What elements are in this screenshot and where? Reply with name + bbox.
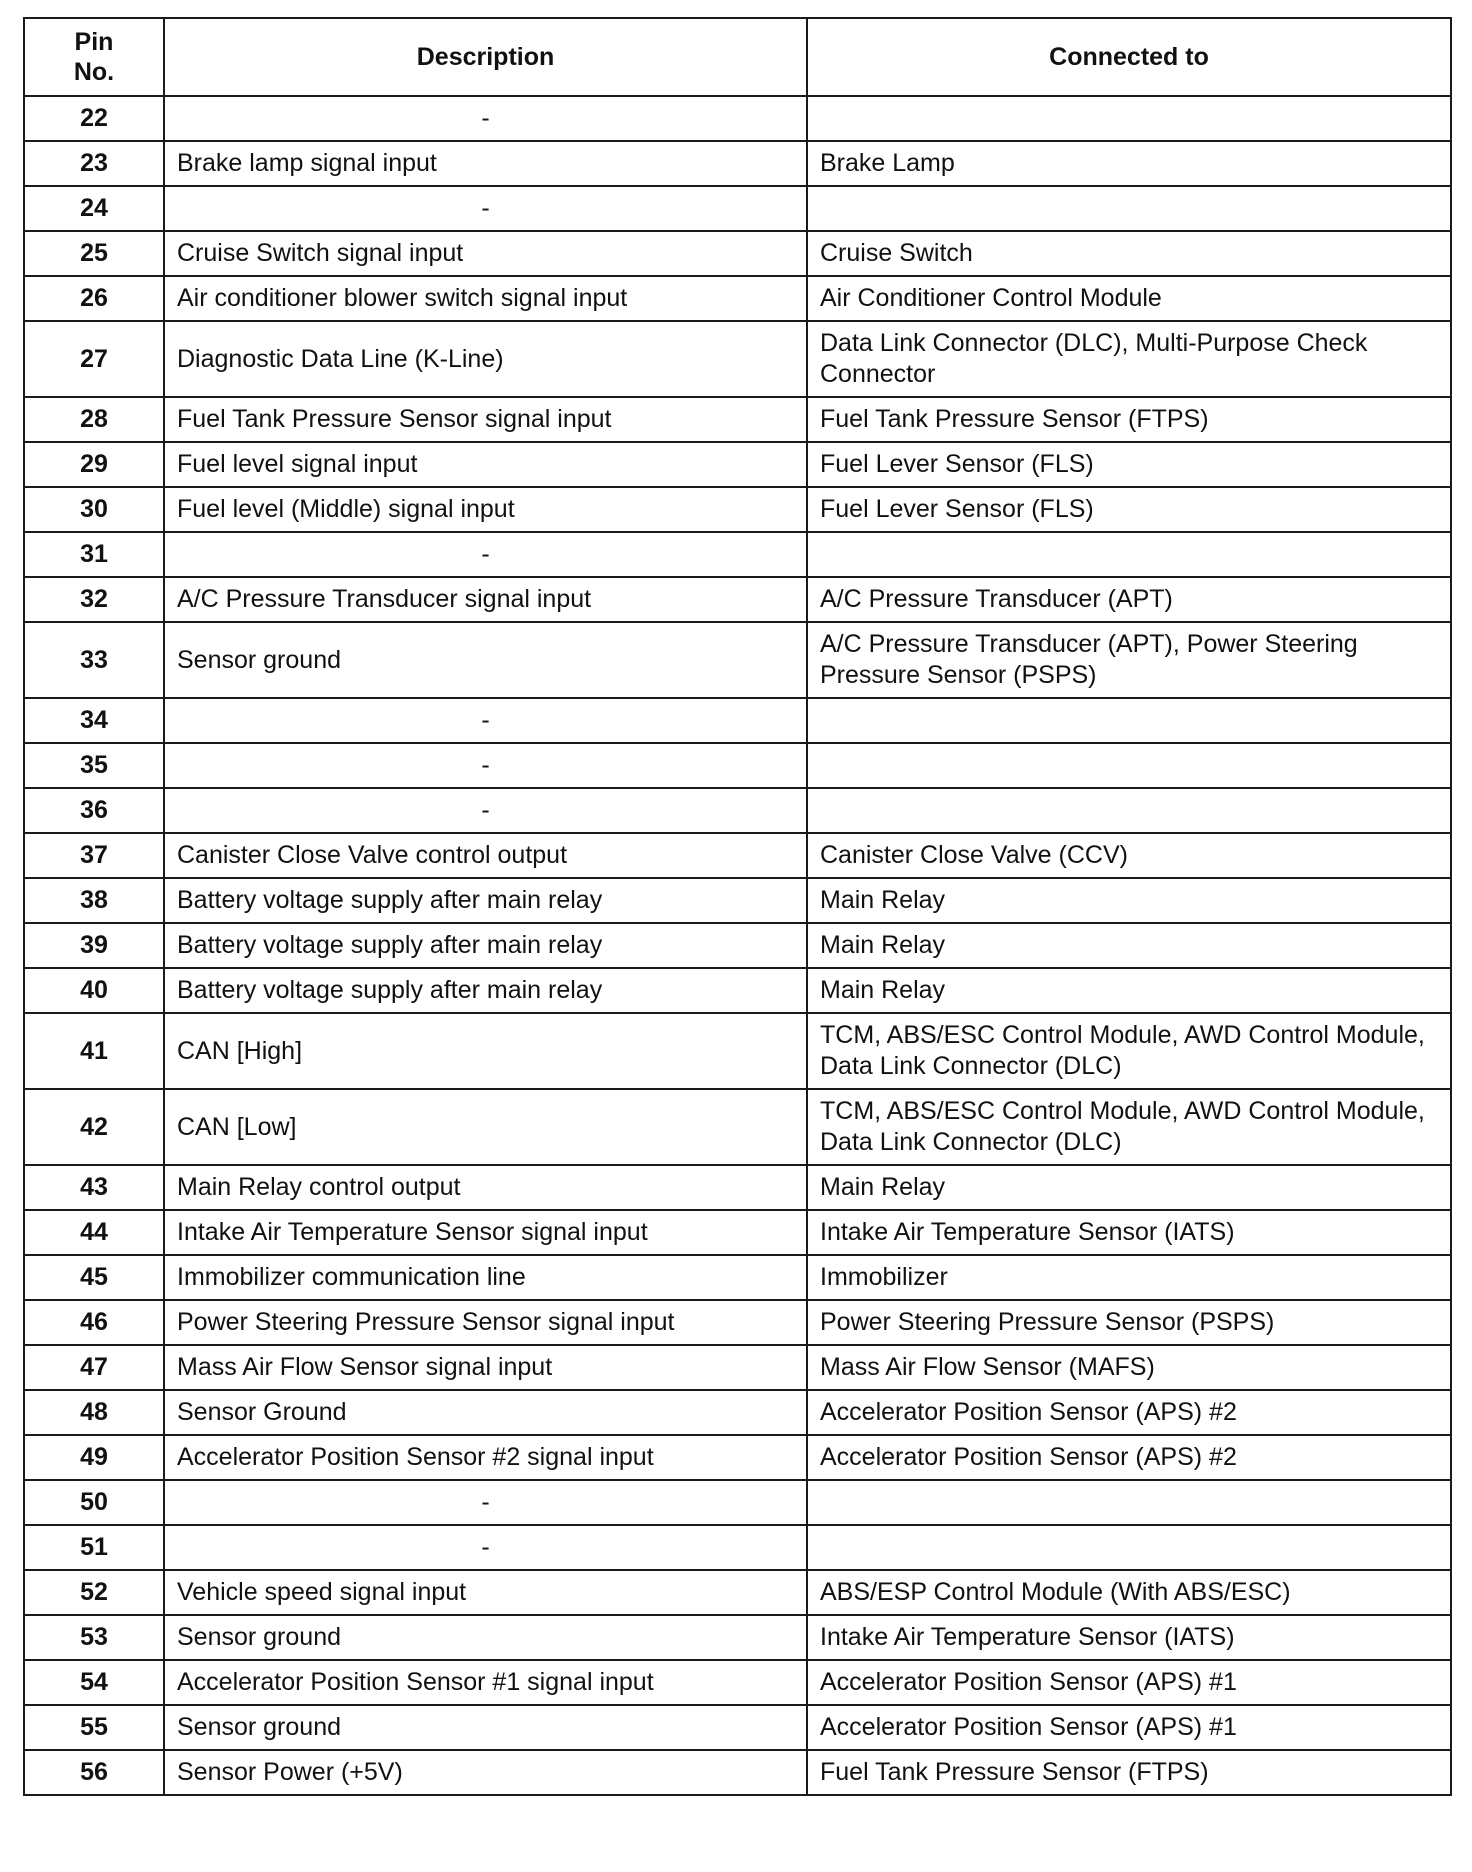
pin-number-cell: 26 bbox=[24, 276, 164, 321]
description-cell: - bbox=[164, 743, 807, 788]
connected-to-cell bbox=[807, 1525, 1451, 1570]
description-cell: Canister Close Valve control output bbox=[164, 833, 807, 878]
pin-number-cell: 27 bbox=[24, 321, 164, 397]
table-row bbox=[24, 487, 1451, 532]
pin-number-cell: 45 bbox=[24, 1255, 164, 1300]
description-cell: Sensor ground bbox=[164, 1705, 807, 1750]
description-cell: - bbox=[164, 788, 807, 833]
table-row bbox=[24, 698, 1451, 743]
connected-to-cell bbox=[807, 743, 1451, 788]
pin-number-cell: 41 bbox=[24, 1013, 164, 1089]
pin-number-cell: 56 bbox=[24, 1750, 164, 1795]
connected-to-cell bbox=[807, 186, 1451, 231]
pin-number-cell: 35 bbox=[24, 743, 164, 788]
table-row bbox=[24, 96, 1451, 141]
pin-number-cell: 48 bbox=[24, 1390, 164, 1435]
pin-number-cell: 46 bbox=[24, 1300, 164, 1345]
table-row bbox=[24, 1570, 1451, 1615]
description-cell: Mass Air Flow Sensor signal input bbox=[164, 1345, 807, 1390]
table-row bbox=[24, 968, 1451, 1013]
pin-number-cell: 53 bbox=[24, 1615, 164, 1660]
table-row bbox=[24, 622, 1451, 698]
pin-number-cell: 24 bbox=[24, 186, 164, 231]
table-body bbox=[24, 96, 1451, 1795]
connected-to-cell: Accelerator Position Sensor (APS) #2 bbox=[807, 1435, 1451, 1480]
connected-to-cell: Fuel Lever Sensor (FLS) bbox=[807, 487, 1451, 532]
description-cell: CAN [High] bbox=[164, 1013, 807, 1089]
pin-number-cell: 37 bbox=[24, 833, 164, 878]
pin-number-cell: 54 bbox=[24, 1660, 164, 1705]
table-row bbox=[24, 1210, 1451, 1255]
connected-to-cell bbox=[807, 698, 1451, 743]
connected-to-cell: Main Relay bbox=[807, 1165, 1451, 1210]
pin-number-cell: 29 bbox=[24, 442, 164, 487]
table-row bbox=[24, 833, 1451, 878]
description-cell: - bbox=[164, 1525, 807, 1570]
connected-to-cell: Canister Close Valve (CCV) bbox=[807, 833, 1451, 878]
description-cell: Main Relay control output bbox=[164, 1165, 807, 1210]
table-row bbox=[24, 1705, 1451, 1750]
pin-number-cell: 22 bbox=[24, 96, 164, 141]
connected-to-cell: Main Relay bbox=[807, 968, 1451, 1013]
connected-to-cell: Fuel Tank Pressure Sensor (FTPS) bbox=[807, 1750, 1451, 1795]
description-cell: - bbox=[164, 96, 807, 141]
pin-number-cell: 36 bbox=[24, 788, 164, 833]
pin-number-cell: 25 bbox=[24, 231, 164, 276]
table-row bbox=[24, 1750, 1451, 1795]
table-row bbox=[24, 532, 1451, 577]
pin-number-cell: 38 bbox=[24, 878, 164, 923]
connected-to-cell: Accelerator Position Sensor (APS) #1 bbox=[807, 1705, 1451, 1750]
table-row bbox=[24, 743, 1451, 788]
connected-to-cell: TCM, ABS/ESC Control Module, AWD Control Module, Data Link Connector (DLC) bbox=[807, 1089, 1451, 1165]
connected-to-cell: Intake Air Temperature Sensor (IATS) bbox=[807, 1615, 1451, 1660]
description-cell: - bbox=[164, 1480, 807, 1525]
description-cell: Fuel Tank Pressure Sensor signal input bbox=[164, 397, 807, 442]
description-cell: - bbox=[164, 186, 807, 231]
description-cell: Fuel level (Middle) signal input bbox=[164, 487, 807, 532]
description-cell: Accelerator Position Sensor #2 signal input bbox=[164, 1435, 807, 1480]
pin-number-cell: 55 bbox=[24, 1705, 164, 1750]
pin-number-cell: 31 bbox=[24, 532, 164, 577]
table-row bbox=[24, 878, 1451, 923]
pin-number-cell: 49 bbox=[24, 1435, 164, 1480]
table-row bbox=[24, 1300, 1451, 1345]
table-row bbox=[24, 231, 1451, 276]
description-cell: Cruise Switch signal input bbox=[164, 231, 807, 276]
connected-to-cell bbox=[807, 532, 1451, 577]
table-row bbox=[24, 1390, 1451, 1435]
table-row bbox=[24, 1255, 1451, 1300]
pin-number-cell: 47 bbox=[24, 1345, 164, 1390]
description-cell: CAN [Low] bbox=[164, 1089, 807, 1165]
connected-to-cell: Immobilizer bbox=[807, 1255, 1451, 1300]
table-row bbox=[24, 186, 1451, 231]
connected-to-cell: Main Relay bbox=[807, 878, 1451, 923]
table-row bbox=[24, 1165, 1451, 1210]
description-cell: Power Steering Pressure Sensor signal input bbox=[164, 1300, 807, 1345]
table-row bbox=[24, 1089, 1451, 1165]
description-cell: Brake lamp signal input bbox=[164, 141, 807, 186]
description-cell: - bbox=[164, 698, 807, 743]
connected-to-cell: TCM, ABS/ESC Control Module, AWD Control Module, Data Link Connector (DLC) bbox=[807, 1013, 1451, 1089]
connected-to-cell: Data Link Connector (DLC), Multi-Purpose Check Connector bbox=[807, 321, 1451, 397]
description-cell: Sensor ground bbox=[164, 622, 807, 698]
description-cell: Sensor Power (+5V) bbox=[164, 1750, 807, 1795]
connected-to-cell: A/C Pressure Transducer (APT), Power Steering Pressure Sensor (PSPS) bbox=[807, 622, 1451, 698]
connected-to-cell: Mass Air Flow Sensor (MAFS) bbox=[807, 1345, 1451, 1390]
description-cell: Diagnostic Data Line (K-Line) bbox=[164, 321, 807, 397]
table-row bbox=[24, 1615, 1451, 1660]
connected-to-cell: Intake Air Temperature Sensor (IATS) bbox=[807, 1210, 1451, 1255]
table-row bbox=[24, 577, 1451, 622]
description-cell: Intake Air Temperature Sensor signal input bbox=[164, 1210, 807, 1255]
description-cell: Battery voltage supply after main relay bbox=[164, 878, 807, 923]
table-row bbox=[24, 397, 1451, 442]
pin-number-cell: 32 bbox=[24, 577, 164, 622]
connected-to-cell: Accelerator Position Sensor (APS) #1 bbox=[807, 1660, 1451, 1705]
table-row bbox=[24, 1013, 1451, 1089]
pin-number-cell: 42 bbox=[24, 1089, 164, 1165]
description-cell: Vehicle speed signal input bbox=[164, 1570, 807, 1615]
table-row bbox=[24, 788, 1451, 833]
description-cell: Fuel level signal input bbox=[164, 442, 807, 487]
description-cell: Sensor ground bbox=[164, 1615, 807, 1660]
pin-number-cell: 44 bbox=[24, 1210, 164, 1255]
pin-column-header: Pin No. bbox=[24, 18, 164, 96]
connected-to-cell bbox=[807, 96, 1451, 141]
description-cell: Battery voltage supply after main relay bbox=[164, 923, 807, 968]
pin-number-cell: 34 bbox=[24, 698, 164, 743]
description-cell: Immobilizer communication line bbox=[164, 1255, 807, 1300]
connected-to-cell: Fuel Tank Pressure Sensor (FTPS) bbox=[807, 397, 1451, 442]
connected-to-cell: Cruise Switch bbox=[807, 231, 1451, 276]
connected-to-cell: Main Relay bbox=[807, 923, 1451, 968]
table-row bbox=[24, 1525, 1451, 1570]
connected-to-cell: Accelerator Position Sensor (APS) #2 bbox=[807, 1390, 1451, 1435]
connected-to-cell: Fuel Lever Sensor (FLS) bbox=[807, 442, 1451, 487]
connected-to-cell: A/C Pressure Transducer (APT) bbox=[807, 577, 1451, 622]
pin-number-cell: 50 bbox=[24, 1480, 164, 1525]
pin-table bbox=[23, 17, 1452, 1796]
description-cell: Battery voltage supply after main relay bbox=[164, 968, 807, 1013]
connected-to-cell bbox=[807, 1480, 1451, 1525]
table-header-row bbox=[24, 18, 1451, 96]
table-row bbox=[24, 276, 1451, 321]
description-cell: Accelerator Position Sensor #1 signal input bbox=[164, 1660, 807, 1705]
table-row bbox=[24, 141, 1451, 186]
table-row bbox=[24, 442, 1451, 487]
description-cell: A/C Pressure Transducer signal input bbox=[164, 577, 807, 622]
connected-to-cell bbox=[807, 788, 1451, 833]
table-row bbox=[24, 1345, 1451, 1390]
table-row bbox=[24, 923, 1451, 968]
connected-to-cell: Power Steering Pressure Sensor (PSPS) bbox=[807, 1300, 1451, 1345]
description-cell: - bbox=[164, 532, 807, 577]
pin-number-cell: 40 bbox=[24, 968, 164, 1013]
connected-to-column-header: Connected to bbox=[807, 18, 1451, 96]
pin-number-cell: 23 bbox=[24, 141, 164, 186]
connected-to-cell: Air Conditioner Control Module bbox=[807, 276, 1451, 321]
description-cell: Sensor Ground bbox=[164, 1390, 807, 1435]
pin-number-cell: 33 bbox=[24, 622, 164, 698]
table-row bbox=[24, 321, 1451, 397]
pin-number-cell: 39 bbox=[24, 923, 164, 968]
pin-number-cell: 28 bbox=[24, 397, 164, 442]
pin-number-cell: 52 bbox=[24, 1570, 164, 1615]
pin-number-cell: 51 bbox=[24, 1525, 164, 1570]
pin-number-cell: 30 bbox=[24, 487, 164, 532]
pin-number-cell: 43 bbox=[24, 1165, 164, 1210]
table-row bbox=[24, 1480, 1451, 1525]
description-column-header: Description bbox=[164, 18, 807, 96]
connected-to-cell: ABS/ESP Control Module (With ABS/ESC) bbox=[807, 1570, 1451, 1615]
table-row bbox=[24, 1435, 1451, 1480]
description-cell: Air conditioner blower switch signal input bbox=[164, 276, 807, 321]
table-row bbox=[24, 1660, 1451, 1705]
connected-to-cell: Brake Lamp bbox=[807, 141, 1451, 186]
